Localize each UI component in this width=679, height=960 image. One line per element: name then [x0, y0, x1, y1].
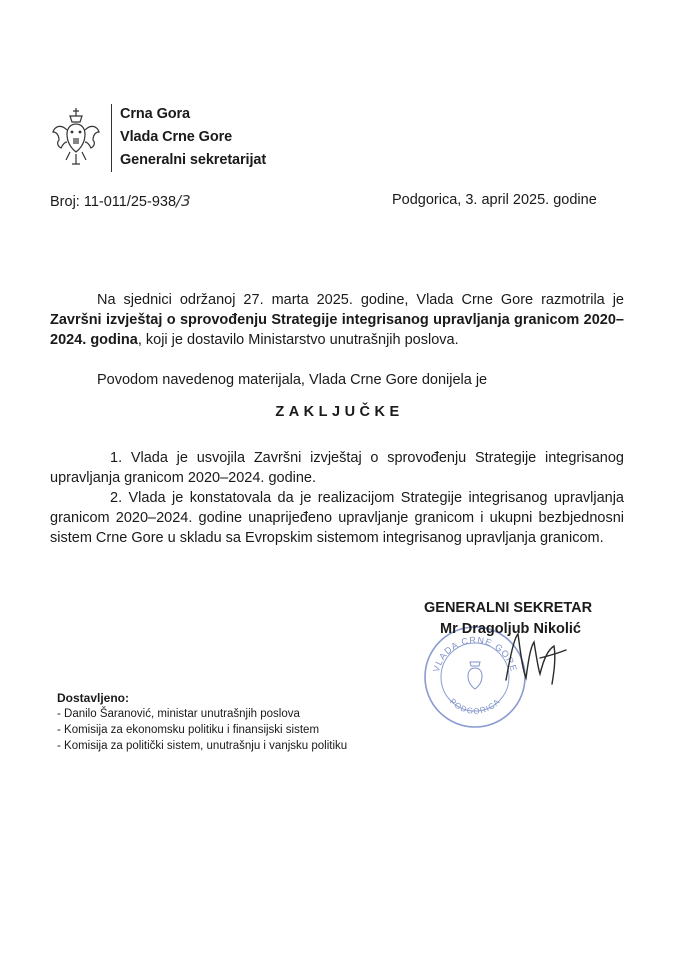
list-item: - Komisija za ekonomsku politiku i finansijski sistem	[57, 724, 320, 736]
distribution-list	[57, 706, 347, 754]
header-divider	[111, 104, 112, 172]
reference-number	[50, 192, 191, 210]
signatory-title: GENERALNI SEKRETAR	[424, 600, 593, 616]
signatory-name: Mr Dragoljub Nikolić	[440, 621, 581, 637]
svg-text:PODGORICA	[448, 697, 502, 716]
coat-of-arms-icon	[50, 108, 102, 170]
handwritten-signature	[500, 628, 570, 688]
intro-paragraph: Na sjednici održanoj 27. marta 2025. godine, Vlada Crne Gore razmotrila je Završni izvještaj o sprovođenju Strategije integrisanog upravljanja granicom 2020–2024. godina, koji je dostavilo Ministarstvo unutrašnjih poslova.	[50, 292, 624, 348]
decision-paragraph: Povodom navedenog materijala, Vlada Crne Gore donijela je	[97, 372, 488, 388]
header-government: Vlada Crne Gore	[120, 129, 233, 145]
conclusion-item-2: 2. Vlada je konstatovala da je realizacijom Strategije integrisanog upravljanja granicom 2020–2024. godine unaprijeđeno upravljanje granicom i ukupni bezbjednosni sistem Crne Gore u skladu sa Evropskim sistemom integrisanog upravljanja granicom.	[50, 490, 624, 546]
list-item: - Danilo Šaranović, ministar unutrašnjih poslova	[57, 708, 300, 720]
report-title: Završni izvještaj o sprovođenju Strategije integrisanog upravljanja granicom 2020–2024. godina	[50, 312, 624, 348]
conclusion-item-1: 1. Vlada je usvojila Završni izvještaj o sprovođenju Strategije integrisanog upravljanja granicom 2020–2024. godine.	[50, 450, 624, 486]
document-date: Podgorica, 3. april 2025. godine	[392, 192, 597, 208]
reference-label: Broj: 11-011/25-938	[50, 194, 177, 210]
stamp-bottom-text: PODGORICA	[447, 696, 503, 716]
list-item: - Komisija za politički sistem, unutrašnju i vanjsku politiku	[57, 740, 348, 752]
reference-handwritten-suffix: /3	[176, 192, 191, 210]
header-secretariat: Generalni sekretarijat	[120, 152, 267, 168]
header-country: Crna Gora	[120, 106, 191, 122]
conclusions-heading: ZAKLJUČKE	[275, 404, 404, 420]
stamp-top-text: VLADA CRNE GORE	[430, 634, 520, 674]
distribution-label: Dostavljeno:	[57, 691, 130, 705]
